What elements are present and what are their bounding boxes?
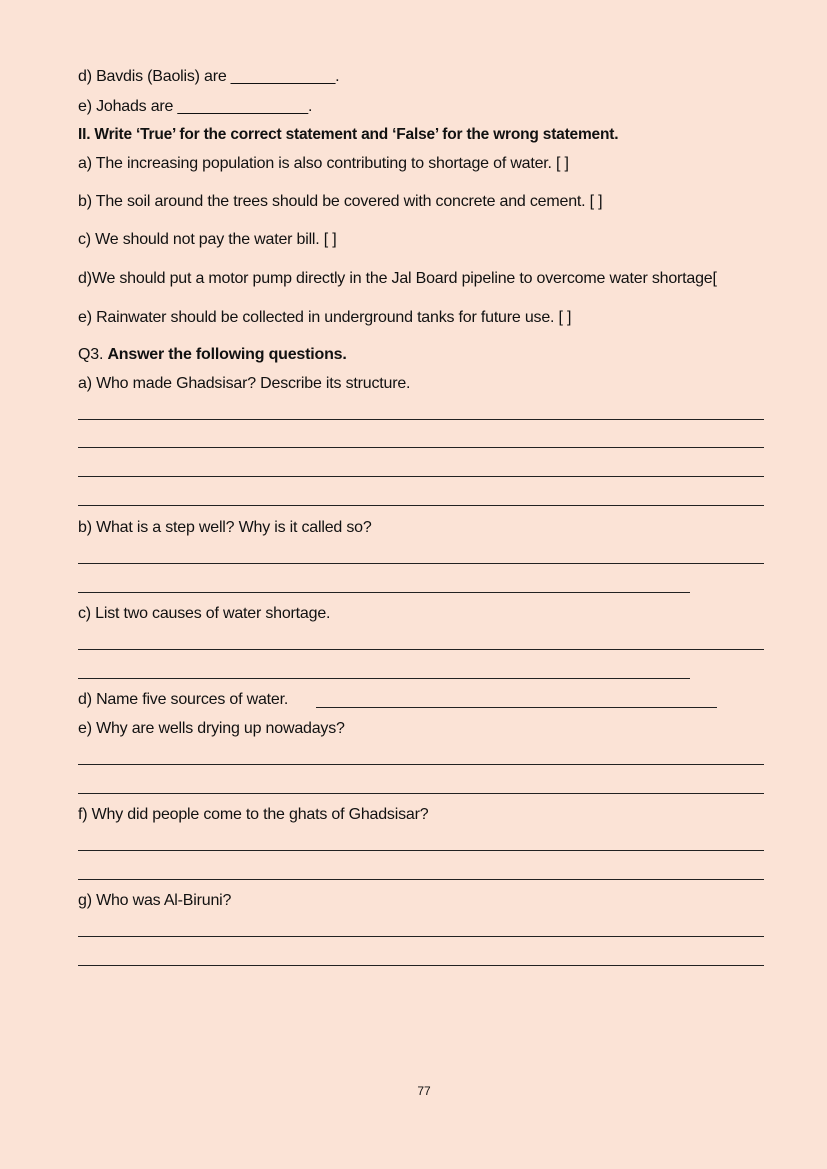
- question-f: f) Why did people come to the ghats of Ghadsisar?: [78, 806, 429, 823]
- q3-title: Answer the following questions.: [107, 346, 347, 363]
- answer-line[interactable]: [78, 936, 764, 937]
- page-number: 77: [417, 1084, 431, 1098]
- answer-line[interactable]: [78, 850, 764, 851]
- question-d: d) Name five sources of water.: [78, 691, 289, 708]
- q3-heading: [78, 345, 347, 365]
- true-false-a: a) The increasing population is also contributing to shortage of water. [ ]: [78, 155, 569, 172]
- question-a: a) Who made Ghadsisar? Describe its structure.: [78, 375, 411, 392]
- question-e: e) Why are wells drying up nowadays?: [78, 720, 345, 737]
- answer-line[interactable]: [78, 592, 690, 593]
- true-false-c: c) We should not pay the water bill. [ ]: [78, 231, 337, 248]
- question-g: g) Who was Al-Biruni?: [78, 892, 232, 909]
- q3-label: Q3.: [78, 346, 108, 363]
- section-2-heading: II. Write ‘True’ for the correct statement and ‘False’ for the wrong statement.: [78, 126, 619, 143]
- true-false-b: b) The soil around the trees should be covered with concrete and cement. [ ]: [78, 193, 603, 210]
- answer-line[interactable]: [78, 793, 764, 794]
- true-false-e: e) Rainwater should be collected in underground tanks for future use. [ ]: [78, 309, 572, 326]
- fill-blank-e: e) Johads are _______________.: [78, 98, 313, 115]
- true-false-d: d)We should put a motor pump directly in the Jal Board pipeline to overcome water shortage[: [78, 270, 717, 287]
- question-c: c) List two causes of water shortage.: [78, 605, 331, 622]
- answer-line[interactable]: [78, 649, 764, 650]
- fill-blank-d: d) Bavdis (Baolis) are ____________.: [78, 68, 340, 85]
- answer-line[interactable]: [78, 678, 690, 679]
- answer-line[interactable]: [78, 419, 764, 420]
- question-b: b) What is a step well? Why is it called so?: [78, 519, 372, 536]
- answer-line[interactable]: [316, 707, 717, 708]
- answer-line[interactable]: [78, 447, 764, 448]
- answer-line[interactable]: [78, 965, 764, 966]
- answer-line[interactable]: [78, 563, 764, 564]
- answer-line[interactable]: [78, 505, 764, 506]
- answer-line[interactable]: [78, 476, 764, 477]
- answer-line[interactable]: [78, 764, 764, 765]
- answer-line[interactable]: [78, 879, 764, 880]
